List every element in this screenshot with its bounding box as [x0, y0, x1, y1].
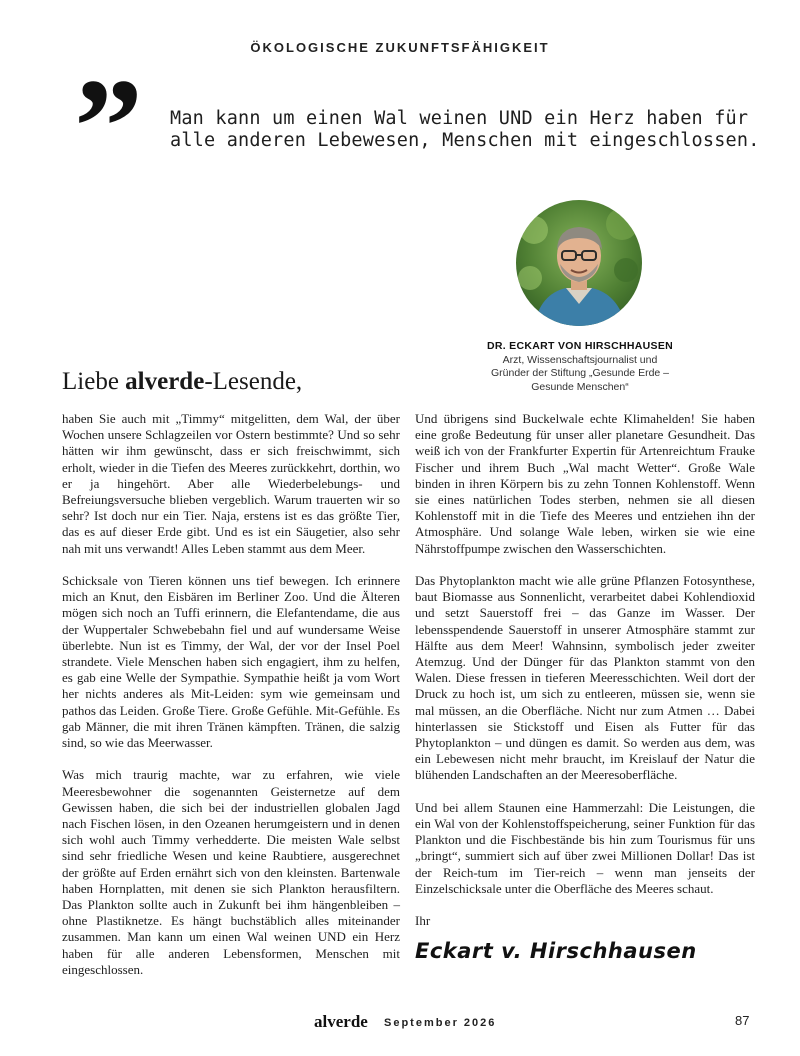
- author-info: [430, 340, 730, 394]
- footer-brand-logo: alverde: [314, 1012, 368, 1031]
- pull-quote: Man kann um einen Wal weinen UND ein Herz haben für alle anderen Lebewesen, Menschen mit eingeschlossen.: [170, 108, 760, 151]
- body-paragraph: Schicksale von Tieren können uns tief bewegen. Ich erinnere mich an Knut, den Eisbären im Berliner Zoo. Und die Älteren mögen sich noch an Tuffi erinnern, die Elefantendame, die aus der Wuppertaler Schwebebahn fiel und auf wundersame Weise überlebte. Nun ist es Timmy, der Wal, der vor der Insel Poel strandete. Viele Menschen haben sich engagiert, ihm zu helfen, es gab eine Welle der Sympathie. Sympathie heißt ja vom Wort her nichts anderes als Mit-Leiden: sym wie gemeinsam und pathos das Leiden. Große Tiere. Große Gefühle. Mit-Gefühle. Es gab Männer, die mit ihren Tränen kämpften. Tränen, die salzig sind, so wie das Meerwasser.: [62, 573, 400, 751]
- author-bio-line-1: Arzt, Wissenschaftsjournalist und: [502, 353, 658, 366]
- body-paragraph: Und bei allem Staunen eine Hammerzahl: Die Leistungen, die ein Wal von der Kohlenstoffspeicherung, seiner Funktion für das Plankton und die Fischbestände bis hin zum Tourismus für uns „bringt“, summiert sich auf über zwei Millionen Dollar! Das ist der Reich-tum im Tier-reich – wenn man jenseits der Einzelschicksale unter die Oberfläche des Meeres schaut.: [415, 799, 755, 896]
- closing-word: Ihr: [415, 913, 431, 929]
- body-paragraph: Das Phytoplankton macht wie alle grüne Pflanzen Fotosynthese, baut Biomasse aus Sonnenlicht, verarbeitet dabei Kohlendioxid und setzt Sauerstoff frei – das Ganze im Wasser. Der lebensspendende Sauerstoff in unserer Atmosphäre stammt zur Hälfte aus dem Meer! Wahnsinn, symbolisch jeder zweiter Atemzug. Und der Dünger für das Plankton stammt von den Walen. Diese fressen in tieferen Meeresschichten. Weil dort der Druck zu hoch ist, um sich zu entleeren, müssen sie, wenn sie mal müssen, an die Oberfläche. Nicht nur zum Atmen … Dabei hinterlassen sie Stickstoff und Eisen als Futter für das Phytoplankton – und düngen es damit. So werden aus dem, was ein Lebewesen nicht mehr braucht, im Kreislauf der Natur die blühenden Landschaften an der Meeresoberfläche.: [415, 573, 755, 783]
- author-bio-line-3: Gesunde Menschen“: [531, 380, 629, 393]
- quote-mark-icon: ”: [74, 50, 135, 203]
- author-portrait-illustration: [516, 200, 642, 326]
- body-column-left: [62, 411, 400, 994]
- author-name: DR. ECKART VON HIRSCHHAUSEN: [486, 340, 674, 352]
- author-bio-line-2: Gründer der Stiftung „Gesunde Erde –: [490, 367, 670, 379]
- greeting-prefix: Liebe: [62, 368, 126, 395]
- body-column-right: [415, 411, 755, 964]
- footer-issue-date: September 2026: [384, 1017, 497, 1029]
- greeting-brand: alverde: [125, 368, 205, 395]
- body-paragraph: Was mich traurig machte, war zu erfahren, wie viele Meeresbewohner die sogenannten Geisternetze auf dem Gewissen haben, die sich bei der industriellen globalen Jagd nach Fischen lösen, in den Ozeanen herumgeistern und in denen sich wohl auch Timmy verhedderte. Die meisten Wale selbst sind sehr friedliche Wesen und keine Raubtiere, ausgerechnet der größte auf Erden ernährt sich von den kleinsten. Bartenwale haben Hornplatten, mit denen sie sich Plankton herausfiltern. Das Plankton sollte auch in Zukunft bei ihm hängenbleiben – ohne Plastiknetze. Es hängt buchstäblich alles miteinander zusammen. Man kann um einen Wal weinen UND ein Herz haben für alle anderen Lebensformen, Menschen mit eingeschlossen.: [62, 767, 400, 977]
- handwritten-signature: Eckart v. Hirschhausen: [415, 939, 697, 964]
- section-kicker: ÖKOLOGISCHE ZUKUNFTSFÄHIGKEIT: [250, 40, 550, 55]
- greeting-heading: [62, 368, 302, 396]
- body-paragraph: Und übrigens sind Buckelwale echte Klimahelden! Sie haben eine große Bedeutung für unser aller planetare Gesundheit. Das weiß ich von der Frankfurter Expertin für Artenreichtum Frauke Fischer und ihrem Buch „Wal macht Wetter“. Große Wale binden in ihren Körpern bis zu zehn Tonnen Kohlenstoff. Wenn sie eines natürlichen Todes sterben, nehmen sie all diesen Kohlenstoff mit in die Tiefe des Meeres und entziehen ihn der Atmosphäre. Und solange Wale leben, wirken sie wie eine Nährstoffpumpe zwischen den Wasserschichten.: [415, 411, 755, 556]
- page-number: 87: [735, 1013, 750, 1028]
- greeting-suffix: -Lesende,: [204, 368, 303, 395]
- author-portrait: [516, 200, 642, 326]
- body-paragraph: haben Sie auch mit „Timmy“ mitgelitten, dem Wal, der über Wochen unsere Schlagzeilen vor Ostern bestimmte? Und so sehr hätten wir ihm gewünscht, dass er sich freischwimmt, sich erholt, wieder in die Tiefen des Meeres zurückkehrt, dorthin, wo er ja hingehört. Aber alle Wiederbelebungs- und Befreiungsversuche blieben vergeblich. Warum trauerten wir so sehr? Ist doch nur ein Tier. Naja, erstens ist es das größte Tier, das es auf dieser Erde gibt. Und es ist ein Säugetier, also sehr nah mit uns verwandt! Alles Leben stammt aus dem Meer.: [62, 411, 400, 556]
